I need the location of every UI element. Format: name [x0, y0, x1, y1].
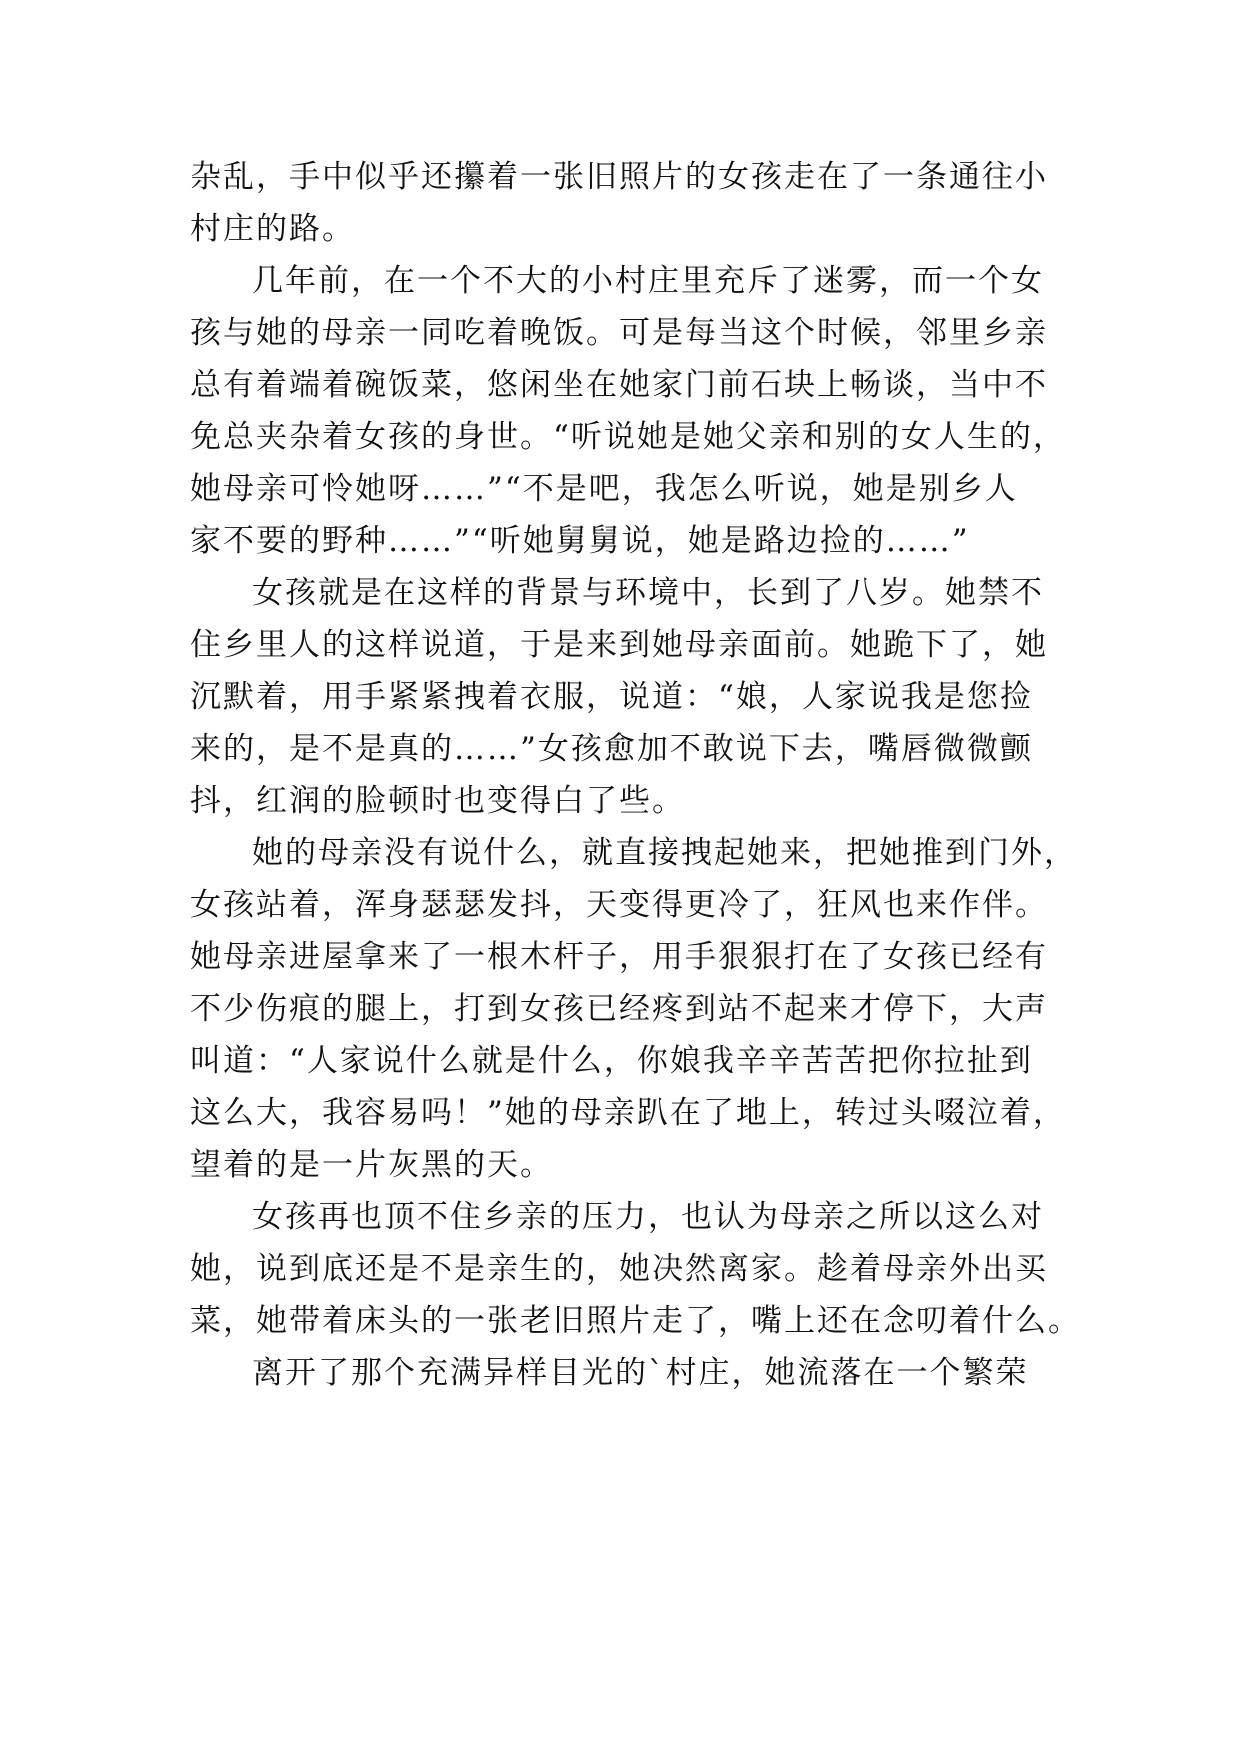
text-line: 免总夹杂着女孩的身世。“听说她是她父亲和别的女人生的， — [190, 419, 1066, 455]
text-line: 杂乱，手中似乎还攥着一张旧照片的女孩走在了一条通往小 — [190, 159, 1048, 195]
text-line: 望着的是一片灰黑的天。 — [190, 1147, 553, 1183]
text-line: 孩与她的母亲一同吃着晚饭。可是每当这个时候，邻里乡亲 — [190, 315, 1048, 351]
paragraph-first-line: 几年前，在一个不大的小村庄里充斥了迷雾，而一个女 — [252, 263, 1044, 299]
text-line: 叫道：“人家说什么就是什么，你娘我辛辛苦苦把你拉扯到 — [190, 1043, 1033, 1079]
text-line: 村庄的路。 — [190, 211, 355, 247]
text-line: 总有着端着碗饭菜，悠闲坐在她家门前石块上畅谈，当中不 — [190, 367, 1048, 403]
text-line: 不少伤痕的腿上，打到女孩已经疼到站不起来才停下，大声 — [190, 991, 1048, 1027]
text-line: 菜，她带着床头的一张老旧照片走了，嘴上还在念叨着什么。 — [190, 1303, 1081, 1339]
text-line: 家不要的野种……”“听她舅舅说，她是路边捡的……” — [190, 523, 970, 559]
paragraph-first-line: 离开了那个充满异样目光的`村庄，她流落在一个繁荣 — [252, 1355, 1029, 1391]
text-line: 沉默着，用手紧紧拽着衣服，说道：“娘，人家说我是您捡 — [190, 679, 1033, 715]
paragraph-first-line: 她的母亲没有说什么，就直接拽起她来，把她推到门外， — [252, 835, 1077, 871]
text-line: 她母亲进屋拿来了一根木杆子，用手狠狠打在了女孩已经有 — [190, 939, 1048, 975]
text-line: 她，说到底还是不是亲生的，她决然离家。趁着母亲外出买 — [190, 1251, 1048, 1287]
text-line: 住乡里人的这样说道，于是来到她母亲面前。她跪下了，她 — [190, 627, 1048, 663]
paragraph-first-line: 女孩就是在这样的背景与环境中，长到了八岁。她禁不 — [252, 575, 1044, 611]
text-line: 抖，红润的脸顿时也变得白了些。 — [190, 783, 685, 819]
paragraph-first-line: 女孩再也顶不住乡亲的压力，也认为母亲之所以这么对 — [252, 1199, 1044, 1235]
text-line: 她母亲可怜她呀……”“不是吧，我怎么听说，她是别乡人 — [190, 471, 1018, 507]
text-line: 女孩站着，浑身瑟瑟发抖，天变得更冷了，狂风也来作伴。 — [190, 887, 1048, 923]
text-line: 来的，是不是真的……”女孩愈加不敢说下去，嘴唇微微颤 — [190, 731, 1033, 767]
text-line: 这么大，我容易吗！”她的母亲趴在了地上，转过头啜泣着， — [190, 1095, 1066, 1131]
